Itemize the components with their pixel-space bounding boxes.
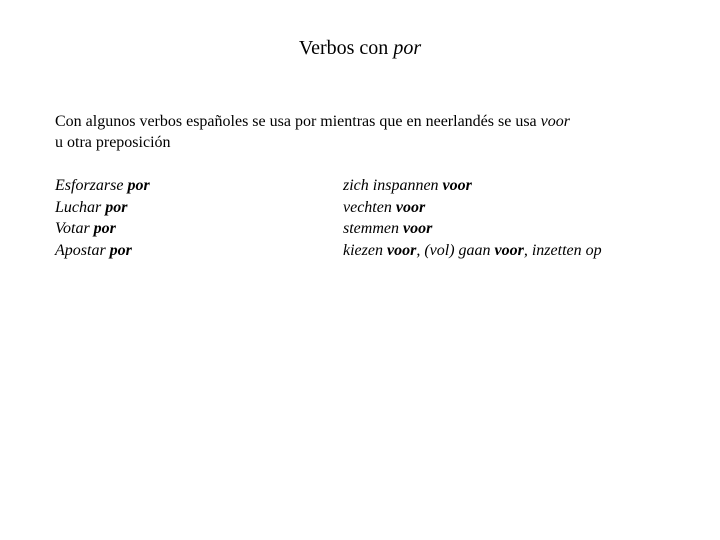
- dutch-verb-row: [343, 218, 602, 240]
- spanish-verb-row: [55, 175, 150, 197]
- dutch-preposition: voor: [402, 220, 433, 237]
- page-title: [0, 36, 720, 60]
- dutch-verb-row: [343, 175, 602, 197]
- spanish-verb-row: [55, 197, 150, 219]
- dutch-preposition: voor: [386, 241, 417, 259]
- spanish-preposition: por: [109, 241, 132, 259]
- dutch-verb: stemmen: [343, 220, 403, 237]
- intro-text: Con algunos verbos españoles se usa por mientras que en neerlandés se usa: [55, 113, 541, 130]
- spanish-verb: Esforzarse: [55, 177, 128, 194]
- spanish-verb: Votar: [55, 220, 94, 237]
- intro-line2: u otra preposición: [55, 134, 171, 151]
- spanish-preposition: por: [105, 198, 128, 216]
- dutch-preposition-second: voor: [494, 241, 524, 259]
- intro-emphasis: voor: [540, 113, 570, 130]
- spanish-preposition: por: [127, 177, 150, 194]
- spanish-verb: Apostar: [55, 241, 110, 259]
- dutch-verb-row: [343, 197, 602, 219]
- title-emphasis: por: [393, 37, 422, 59]
- spanish-verb-row: [55, 218, 150, 240]
- intro-paragraph: [55, 111, 665, 153]
- dutch-preposition: voor: [442, 177, 472, 194]
- spanish-verbs-list: [55, 175, 150, 261]
- dutch-verb-continuation: , (vol) gaan: [416, 241, 495, 259]
- dutch-verb: kiezen: [343, 241, 387, 259]
- dutch-verbs-list: [343, 175, 602, 261]
- spanish-preposition: por: [93, 220, 116, 237]
- dutch-verb-tail: , inzetten op: [523, 241, 602, 259]
- spanish-verb-row: [55, 240, 150, 262]
- spanish-verb: Luchar: [55, 198, 106, 216]
- title-text: Verbos con: [298, 37, 394, 59]
- dutch-verb-row: [343, 240, 602, 262]
- dutch-verb: vechten: [343, 198, 396, 216]
- dutch-preposition: voor: [395, 198, 426, 216]
- dutch-verb: zich inspannen: [343, 177, 443, 194]
